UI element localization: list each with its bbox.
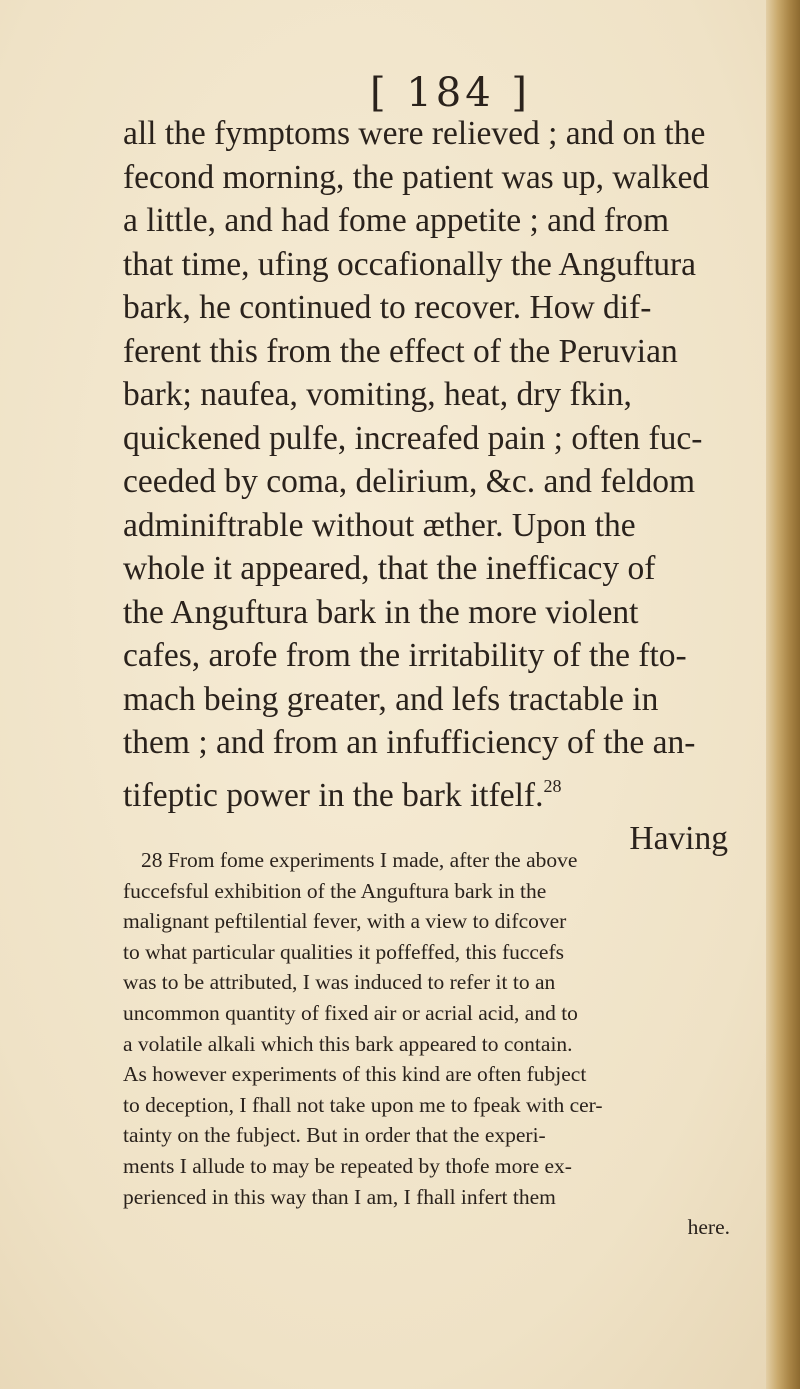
- footnote-line: fuccefsful exhibition of the Anguftura bark in the: [123, 878, 547, 903]
- body-line: bark; naufea, vomiting, heat, dry fkin,: [123, 376, 632, 413]
- body-line: fecond morning, the patient was up, walked: [123, 158, 710, 196]
- footnote-line: to what particular qualities it poffeffed, this fuccefs: [123, 939, 565, 964]
- body-line-text: tifeptic power in the bark itfelf.: [123, 776, 544, 814]
- footnote-line: here.: [687, 1215, 730, 1240]
- footnote-line: As however experiments of this kind are often fubject: [123, 1062, 587, 1087]
- footnote-line: malignant peftilential fever, with a view to difcover: [123, 909, 567, 934]
- body-line: them ; and from an infufficiency of the an-: [123, 724, 696, 761]
- body-line: cafes, arofe from the irritability of the fto-: [123, 637, 687, 674]
- footnote-line: a volatile alkali which this bark appeared to contain.: [123, 1031, 573, 1056]
- page-number: [ 184 ]: [370, 70, 531, 116]
- footnote-reference: 28: [543, 775, 562, 796]
- body-line: quickened pulfe, increafed pain ; often fuc-: [123, 419, 703, 457]
- footnote-line: perienced in this way than I am, I fhall infert them: [123, 1184, 556, 1209]
- body-line: adminiftrable without æther. Upon the: [123, 506, 636, 544]
- body-line: bark, he continued to recover. How dif-: [123, 289, 652, 326]
- footnote-line: was to be attributed, I was induced to refer it to an: [123, 970, 556, 995]
- body-text: [123, 112, 748, 861]
- page-edge: [766, 0, 800, 1389]
- body-line-last: [123, 765, 748, 818]
- footnote-line: uncommon quantity of fixed air or acrial acid, and to: [123, 1000, 578, 1025]
- body-line: mach being greater, and lefs tractable in: [123, 680, 659, 718]
- footnote-line: ments I allude to may be repeated by thofe more ex-: [123, 1153, 572, 1178]
- footnote-line: tainty on the fubject. But in order that the experi-: [123, 1123, 546, 1148]
- body-line: that time, ufing occafionally the Anguftura: [123, 245, 697, 283]
- catchword: Having: [629, 820, 728, 857]
- body-line: whole it appeared, that the inefficacy of: [123, 550, 656, 587]
- footnote: [123, 845, 748, 1243]
- body-line: all the fymptoms were relieved ; and on the: [123, 115, 706, 152]
- body-line: a little, and had fome appetite ; and from: [123, 202, 670, 239]
- footnote-line: to deception, I fhall not take upon me to fpeak with cer-: [123, 1092, 603, 1117]
- footnote-line: 28 From fome experiments I made, after the above: [141, 848, 578, 872]
- body-line: ferent this from the effect of the Peruvian: [123, 332, 678, 370]
- body-line: the Anguftura bark in the more violent: [123, 593, 639, 631]
- body-line: ceeded by coma, delirium, &c. and feldom: [123, 463, 696, 500]
